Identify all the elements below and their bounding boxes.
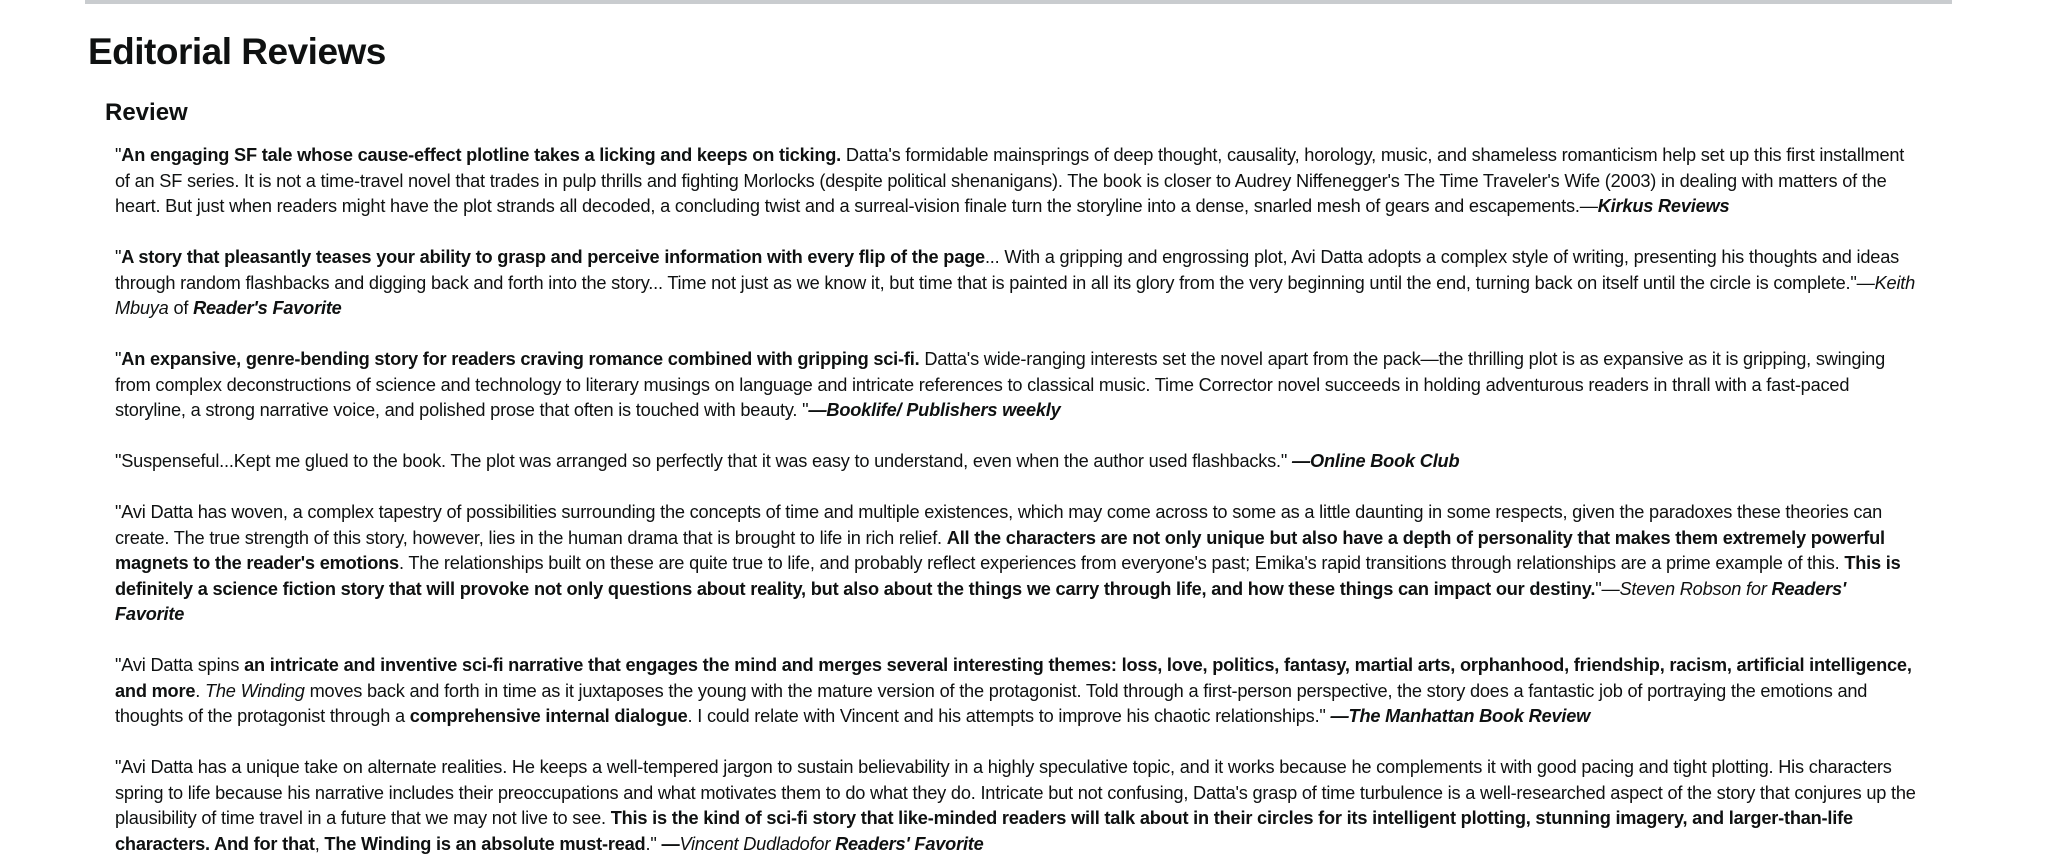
review-text-segment: — — [661, 833, 680, 854]
review-text-segment: "Suspenseful...Kept me glued to the book. The plot was arranged so perfectly that it was easy to understand, even when the author used flashbacks." — [115, 451, 1293, 471]
review-text-segment: "Avi Datta has a unique take on alternate realities. He keeps a well-tempered jargon to sustain believability in a highly speculative topic, and it works because he complements it with good pacing and tight plotting. His characters spring to life because his narrative includes their preoccupations and what motivates them to do what they do. Intricate but not confusing, Datta's grasp of time turbulence is a well-researched aspect of the story that conjures up the plausibility of time travel in a future that we may not live to see. — [115, 757, 1916, 828]
review-text-segment: Keith Mbuya — [115, 272, 1916, 318]
review-text-segment: ." — [645, 833, 662, 854]
review-text-segment: . The relationships built on these are quite true to life, and probably reflect experiences from everyone's past; Emika's rapid transitions through relationships are a prime example of this. — [398, 553, 1845, 573]
review-text-segment: Datta's formidable mainsprings of deep thought, causality, horology, music, and shameless romanticism help set up this first installment of an SF series. It is not a time-travel novel that trades in pulp thrills and fighting Morlocks (despite political shenanigans). The book is closer to Audrey Niffenegger's The Time Traveler's Wife (2003) in dealing with matters of the heart. But just when readers might have the plot strands all decoded, a concluding twist and a surreal-vision finale turn the storyline into a dense, snarled mesh of gears and escapements.— — [115, 145, 1905, 216]
review-text-segment: an intricate and inventive sci-fi narrative that engages the mind and merges several interesting themes: loss, love, politics, fantasy, martial arts, orphanhood, friendship, racism, artificial intelligence, and more — [115, 655, 1912, 701]
review-text-segment: Vincent Dudladofor — [679, 833, 836, 854]
review-text-segment: An expansive, genre-bending story for readers craving romance combined with gripping sci-fi. — [121, 349, 920, 369]
review-text-segment: " — [115, 349, 122, 369]
review-paragraph — [115, 653, 1917, 730]
review-text-segment: All the characters are not only unique but also have a depth of personality that makes them extremely powerful magnets to the reader's emotions — [115, 527, 1885, 573]
review-text-segment: ... With a gripping and engrossing plot, Avi Datta adopts a complex style of writing, presenting his thoughts and ideas through random flashbacks and digging back and forth into the story... Time not just as we know it, but time that is painted in all its glory from the very beginning until the end, turning back on itself until the circle is complete."— — [115, 247, 1900, 293]
review-text-segment: This is the kind of sci-fi story that like-minded readers will talk about in their circles for its intelligent plotting, stunning imagery, and larger-than-life characters. And for that — [115, 808, 1853, 854]
review-text-segment: The Winding is an absolute must-read — [324, 833, 646, 854]
review-text-segment: —The Manhattan Book Review — [1330, 706, 1591, 726]
review-text-segment: Reader's Favorite — [193, 298, 342, 318]
review-paragraph — [115, 755, 1917, 857]
review-text-segment: moves back and forth in time as it juxtaposes the young with the mature version of the protagonist. Told through a first-person perspective, the story does a fantastic job of portraying the emotions and thoughts of the protagonist through a — [115, 680, 1868, 726]
reviews-list — [115, 143, 1917, 857]
review-text-segment: of — [168, 298, 194, 318]
review-text-segment: This is definitely a science fiction story that will provoke not only questions about reality, but also about the things we carry through life, and how these things can impact our destiny. — [115, 553, 1901, 599]
review-section-title: Review — [105, 99, 188, 126]
review-text-segment: " — [115, 247, 122, 267]
review-text-segment: . — [195, 680, 205, 701]
review-paragraph — [115, 449, 1917, 475]
review-text-segment: —Booklife/ Publishers weekly — [808, 400, 1061, 420]
review-text-segment: A story that pleasantly teases your ability to grasp and perceive information with every flip of the page — [121, 247, 985, 267]
review-text-segment: . I could relate with Vincent and his attempts to improve his chaotic relationships." — [687, 706, 1331, 726]
review-paragraph — [115, 347, 1917, 424]
review-text-segment: "Avi Datta has woven, a complex tapestry of possibilities surrounding the concepts of time and multiple existences, which may come across to some as a little daunting in some respects, given the paradoxes these theories can create. The true strength of this story, however, lies in the human drama that is brought to life in rich relief. — [115, 502, 1883, 548]
review-text-segment: "— — [1595, 578, 1620, 599]
review-paragraph — [115, 143, 1917, 220]
review-text-segment: Datta's wide-ranging interests set the novel apart from the pack—the thrilling plot is as expansive as it is gripping, swinging from complex deconstructions of science and technology to literary musings on language and intricate references to classical music. Time Corrector novel succeeds in holding adventurous readers in thrall with a fast-paced storyline, a strong narrative voice, and polished prose that often is touched with beauty. " — [115, 349, 1886, 420]
review-paragraph — [115, 245, 1917, 322]
review-text-segment: Steven Robson for — [1619, 578, 1772, 599]
editorial-reviews-section — [88, 0, 1963, 857]
review-text-segment: , — [314, 833, 325, 854]
review-text-segment: Readers' Favorite — [835, 833, 984, 854]
review-paragraph — [115, 500, 1917, 628]
review-text-segment: —Online Book Club — [1292, 451, 1460, 471]
review-text-segment: comprehensive internal dialogue — [409, 706, 688, 726]
page-title: Editorial Reviews — [88, 31, 386, 72]
review-text-segment: The Winding — [204, 680, 305, 701]
review-text-segment: " — [115, 145, 122, 165]
review-text-segment: Kirkus Reviews — [1597, 196, 1730, 216]
review-text-segment: "Avi Datta spins — [115, 655, 245, 675]
review-text-segment: An engaging SF tale whose cause-effect plotline takes a licking and keeps on ticking. — [121, 145, 842, 165]
review-text-segment: Readers' Favorite — [115, 578, 1847, 624]
